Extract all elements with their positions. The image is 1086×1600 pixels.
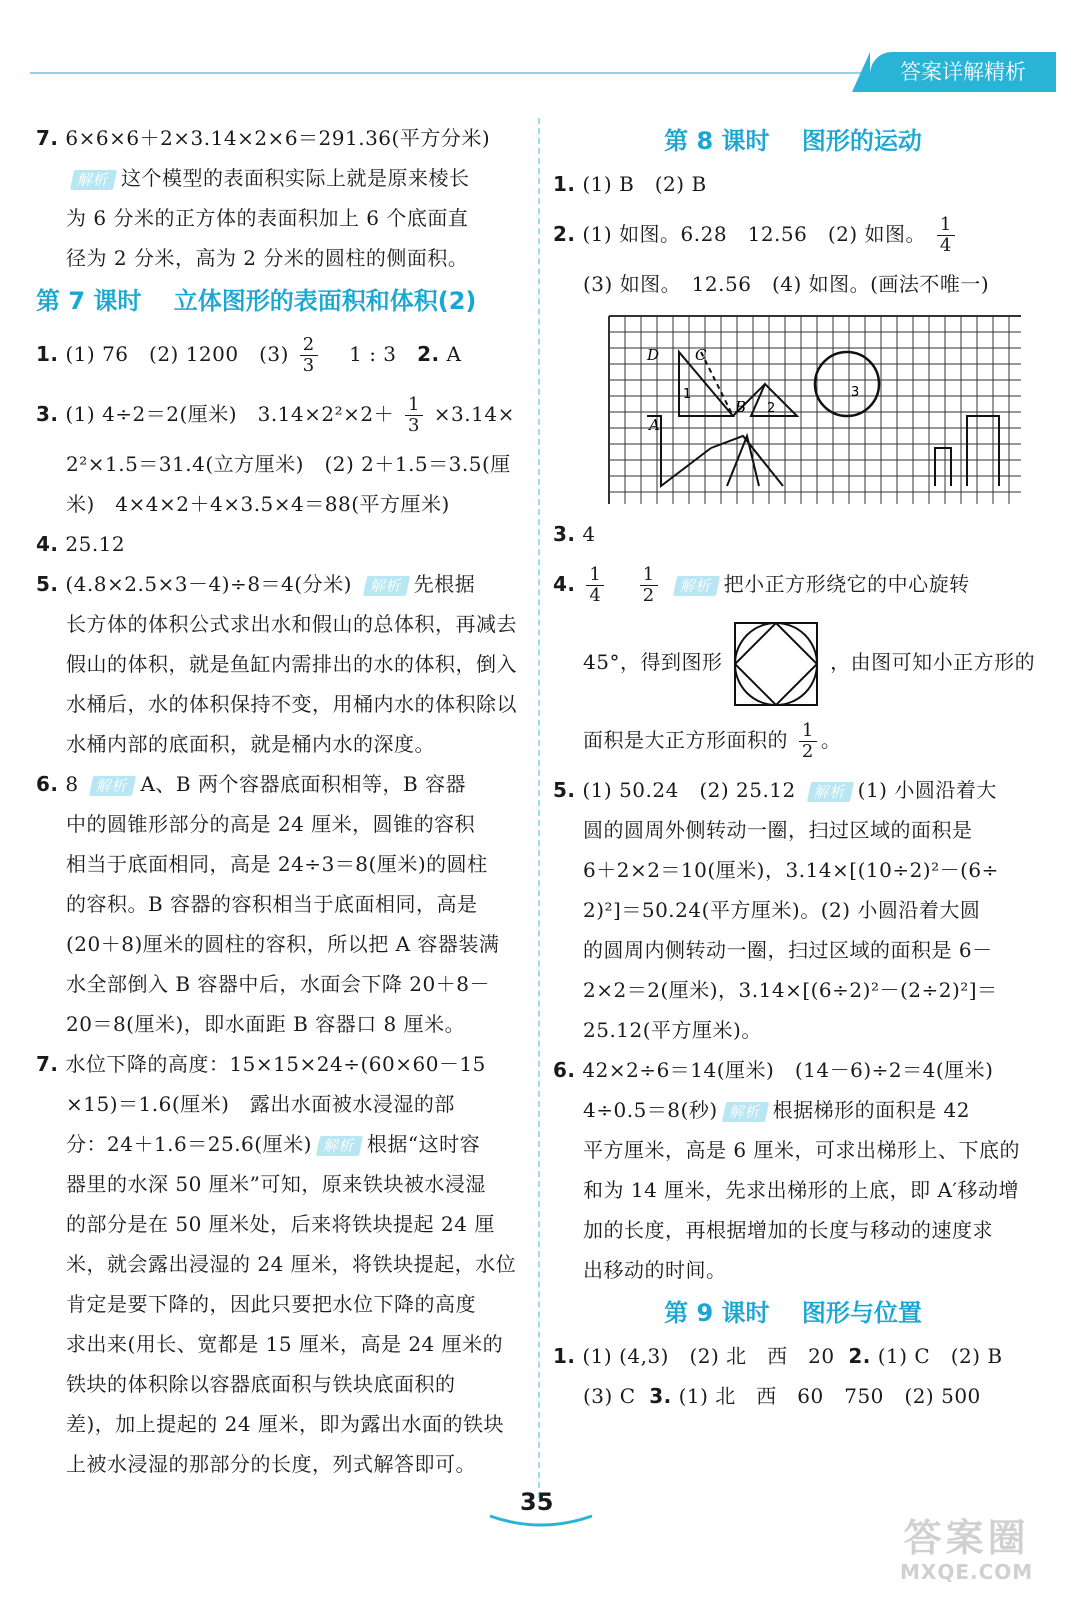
r-q4-row-3: 面积是大正方形面积的 $\frac{1}{2}$ 。 — [583, 720, 842, 762]
q7b-row-5: 米，就会露出浸湿的 24 厘米，将铁块提起，水位 — [66, 1252, 517, 1276]
q3-row-3: 米) 4×4×2＋4×3.5×4＝88(平方厘米) — [66, 492, 450, 516]
r-q6-row-3: 和为 14 厘米，先求出梯形的上底，即 A′移动增 — [583, 1178, 1020, 1202]
q7b-row-9: 差)，加上提起的 24 厘米，即为露出水面的铁块 — [66, 1412, 504, 1436]
q6-row-3: 的容积。B 容器的容积相当于底面相同，高是 — [66, 892, 478, 916]
section-title-8: 第 8 课时 图形的运动 — [664, 127, 922, 155]
r-q5-row: 5. (1) 50.24 (2) 25.12 解析 (1) 小圆沿着大 — [553, 778, 997, 802]
analysis-tag: 解析 — [316, 1136, 363, 1156]
label-b: B — [735, 398, 747, 416]
q3-row-2: 2²×1.5＝31.4(立方厘米) (2) 2＋1.5＝3.5(厘 — [66, 452, 511, 476]
q7a-analysis: 解析 这个模型的表面积实际上就是原来棱长 — [36, 158, 526, 198]
r-q6-row-1: 4÷0.5＝8(秒) 解析 根据梯形的面积是 42 — [583, 1098, 970, 1122]
q7b-row-3: 器里的水深 50 厘米”可知，原来铁块被水浸湿 — [66, 1172, 486, 1196]
section-title-7: 第 7 课时 立体图形的表面积和体积(2) — [36, 287, 477, 315]
r-q4-row: 4. $\frac{1}{4}$ $\frac{1}{2}$ 解析 把小正方形绕它的中心旋转 — [553, 564, 970, 606]
header-tab: 答案详解精析 — [870, 52, 1056, 92]
grid-svg — [607, 314, 1021, 504]
figure-5-steps — [935, 448, 951, 486]
r-q2-row: 2. (1) 如图。6.28 12.56 (2) 如图。 $\frac{1}{4}$ — [553, 204, 1033, 264]
r9-q1-row-2: (3) C 3. (1) 北 西 60 750 (2) 500 — [583, 1384, 981, 1408]
q5-row: 5. (4.8×2.5×3－4)÷8＝4(分米) 解析 先根据 — [36, 572, 476, 596]
r-q4-row-2: 45°，得到图形 ，由图可知小正方形的 — [553, 614, 1033, 710]
q7b-row-7: 求出来(用长、宽都是 15 厘米，高是 24 厘米的 — [66, 1332, 504, 1356]
q7b-row-6: 肯定是要下降的，因此只要把水位下降的高度 — [66, 1292, 476, 1316]
column-divider — [538, 118, 540, 1498]
analysis-tag: 解析 — [89, 776, 136, 796]
header-rule — [30, 72, 880, 74]
q5-row-2: 假山的体积，就是鱼缸内需排出的水的体积，倒入 — [66, 652, 517, 676]
q6-row-6: 20＝8(厘米)，即水面距 B 容器口 8 厘米。 — [66, 1012, 466, 1036]
label-2: 2 — [767, 401, 776, 416]
r-q3-row: 3. 4 — [553, 522, 596, 546]
analysis-tag: 解析 — [806, 782, 853, 802]
r-q5-row-5: 2×2＝2(厘米)，3.14×[(6÷2)²－(2÷2)²]＝ — [583, 978, 998, 1002]
r9-q1-row: 1. (1) (4,3) (2) 北 西 20 2. (1) C (2) B — [553, 1344, 1003, 1368]
right-column — [553, 118, 1036, 1416]
q7a-analysis-2: 为 6 分米的正方体的表面积加上 6 个底面直 — [66, 206, 469, 230]
q3-row: 3. (1) 4÷2＝2(厘米) 3.14×2²×2＋ $\frac{1}{3}$ ×3.14× — [36, 394, 515, 436]
q5-row-4: 水桶内部的底面积，就是桶内水的深度。 — [66, 732, 435, 756]
label-1: 1 — [683, 387, 692, 402]
q7b-row-10: 上被水浸湿的那部分的长度，列式解答即可。 — [66, 1452, 476, 1476]
q7b-row: 7. 水位下降的高度：15×15×24÷(60×60－15 — [36, 1052, 486, 1076]
label-d: D — [647, 346, 660, 364]
watermark: 答案圈 MXQE.COM — [900, 1516, 1034, 1584]
q5-row-1: 长方体的体积公式求出水和假山的总体积，再减去 — [66, 612, 517, 636]
analysis-tag: 解析 — [721, 1102, 768, 1122]
r-q2-row-2: (3) 如图。 12.56 (4) 如图。(画法不唯一) — [583, 272, 990, 296]
label-3: 3 — [851, 385, 860, 400]
fraction: $\frac{1}{2}$ — [640, 565, 658, 606]
r-q5-row-1: 圆的圆周外侧转动一圈，扫过区域的面积是 — [583, 818, 973, 842]
q7b-row-8: 铁块的体积除以容器底面积与铁块底面积的 — [66, 1372, 456, 1396]
fraction: $\frac{2}{3}$ — [300, 335, 318, 376]
fraction: $\frac{1}{4}$ — [586, 565, 604, 606]
left-column — [36, 118, 526, 1484]
q7b-row-4: 的部分是在 50 厘米处，后来将铁块提起 24 厘 — [66, 1212, 495, 1236]
q7b-row-1: ×15)＝1.6(厘米) 露出水面被水浸湿的部 — [66, 1092, 455, 1116]
q7b-row-2: 分：24＋1.6＝25.6(厘米) 解析 根据“这时容 — [66, 1132, 481, 1156]
motion-grid-figure — [607, 314, 1021, 504]
analysis-tag: 解析 — [363, 576, 410, 596]
q7a-formula: 7. 6×6×6＋2×3.14×2×6＝291.36(平方分米) — [36, 126, 491, 150]
q6-row: 6. 8 解析 A、B 两个容器底面积相等，B 容器 — [36, 772, 467, 796]
r-q1-row: 1. (1) B (2) B — [553, 172, 707, 196]
fraction: $\frac{1}{4}$ — [937, 215, 955, 256]
label-a: A — [649, 416, 660, 434]
fraction: $\frac{1}{2}$ — [799, 721, 817, 762]
section-title-9: 第 9 课时 图形与位置 — [664, 1299, 922, 1327]
figure-3-circle — [815, 352, 879, 416]
q6-row-4: (20＋8)厘米的圆柱的容积，所以把 A 容器装满 — [66, 932, 500, 956]
fraction: $\frac{1}{3}$ — [405, 395, 423, 436]
q1-row: 1. (1) 76 (2) 1200 (3) $\frac{2}{3}$ 1 : 3 2. A — [36, 334, 462, 376]
label-c: C — [695, 346, 707, 364]
r-q5-row-2: 6＋2×2＝10(厘米)，3.14×[(10÷2)²－(6÷ — [583, 858, 999, 882]
q6-row-5: 水全部倒入 B 容器中后，水面会下降 20＋8－ — [66, 972, 490, 996]
page-number: 35 — [520, 1488, 554, 1516]
q5-row-3: 水桶后，水的体积保持不变，用桶内水的体积除以 — [66, 692, 517, 716]
q7a-analysis-3: 径为 2 分米，高为 2 分米的圆柱的侧面积。 — [66, 246, 469, 270]
r-q5-row-4: 的圆周内侧转动一圈，扫过区域的面积是 6－ — [583, 938, 993, 962]
page-number-swoosh — [486, 1512, 596, 1532]
r-q6-row-5: 出移动的时间。 — [583, 1258, 727, 1282]
r-q6-row-2: 平方厘米，高是 6 厘米，可求出梯形上、下底的 — [583, 1138, 1020, 1162]
q6-row-1: 中的圆锥形部分的高是 24 厘米，圆锥的容积 — [66, 812, 476, 836]
r-q6-row-4: 加的长度，再根据增加的长度与移动的速度求 — [583, 1218, 993, 1242]
rotated-square-figure — [733, 621, 819, 707]
q6-row-2: 相当于底面相同，高是 24÷3＝8(厘米)的圆柱 — [66, 852, 488, 876]
r-q5-row-6: 25.12(平方厘米)。 — [583, 1018, 762, 1042]
analysis-tag: 解析 — [70, 170, 117, 190]
r-q6-row: 6. 42×2÷6＝14(厘米) (14－6)÷2＝4(厘米) — [553, 1058, 994, 1082]
analysis-tag: 解析 — [672, 576, 719, 596]
q4-row: 4. 25.12 — [36, 532, 126, 556]
r-q5-row-3: 2)²]＝50.24(平方厘米)。(2) 小圆沿着大圆 — [583, 898, 981, 922]
